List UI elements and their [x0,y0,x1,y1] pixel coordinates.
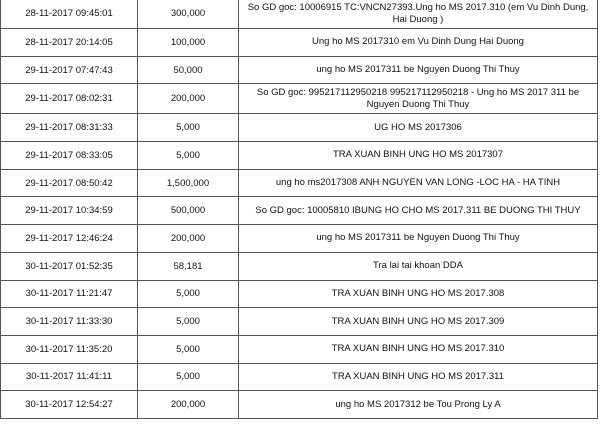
description-cell: UG HO MS 2017306 [239,114,598,142]
transaction-table-body [1,0,598,418]
amount-cell: 5,000 [138,114,239,142]
table-row [1,335,598,363]
amount-cell: 300,000 [138,0,239,29]
date-cell: 29-11-2017 08:31:33 [1,114,138,142]
date-cell: 30-11-2017 12:54:27 [1,391,138,419]
amount-cell: 200,000 [138,225,239,253]
date-cell: 30-11-2017 11:41:11 [1,363,138,391]
table-row [1,29,598,57]
description-cell: So GD goc: 10006915 TC:VNCN27393.Ung ho MS 2017.310 (em Vu Dinh Dung, Hai Duong ) [239,0,598,29]
description-cell: Ung ho MS 2017310 em Vu Dinh Dung Hai Duong [239,29,598,57]
description-cell: TRA XUAN BINH UNG HO MS 2017.311 [239,363,598,391]
amount-cell: 58,181 [138,252,239,280]
description-cell: TRA XUAN BINH UNG HO MS 2017.310 [239,335,598,363]
description-cell: So GD goc: 995217112950218 995217112950218 - Ung ho MS 2017 311 be Nguyen Duong Thi Thuy [239,84,598,114]
description-cell: Tra lai tai khoan DDA [239,252,598,280]
amount-cell: 200,000 [138,84,239,114]
date-cell: 29-11-2017 12:46:24 [1,225,138,253]
table-row [1,391,598,419]
amount-cell: 5,000 [138,363,239,391]
table-row [1,84,598,114]
date-cell: 29-11-2017 08:33:05 [1,142,138,170]
description-cell: ung ho MS 2017312 be Tou Prong Ly A [239,391,598,419]
description-cell: So GD goc: 10005810 IBUNG HO CHO MS 2017.311 BE DUONG THI THUY [239,197,598,225]
date-cell: 29-11-2017 08:02:31 [1,84,138,114]
table-row [1,169,598,197]
table-row [1,225,598,253]
table-row [1,308,598,336]
amount-cell: 5,000 [138,335,239,363]
description-cell: ung ho MS 2017311 be Nguyen Duong Thi Thuy [239,225,598,253]
description-cell: TRA XUAN BINH UNG HO MS 2017307 [239,142,598,170]
date-cell: 29-11-2017 07:47:43 [1,56,138,84]
date-cell: 30-11-2017 11:21:47 [1,280,138,308]
amount-cell: 5,000 [138,280,239,308]
date-cell: 30-11-2017 11:33:30 [1,308,138,336]
amount-cell: 1,500,000 [138,169,239,197]
amount-cell: 5,000 [138,142,239,170]
date-cell: 30-11-2017 11:35:20 [1,335,138,363]
amount-cell: 200,000 [138,391,239,419]
table-row [1,280,598,308]
description-cell: ung ho MS 2017311 be Nguyen Duong Thi Thuy [239,56,598,84]
table-row [1,56,598,84]
date-cell: 29-11-2017 10:34:59 [1,197,138,225]
amount-cell: 100,000 [138,29,239,57]
description-cell: ung ho ms2017308 ANH NGUYEN VAN LONG -LOC HA - HA TINH [239,169,598,197]
description-cell: TRA XUAN BINH UNG HO MS 2017.308 [239,280,598,308]
table-row [1,114,598,142]
amount-cell: 500,000 [138,197,239,225]
table-row [1,142,598,170]
amount-cell: 50,000 [138,56,239,84]
table-row [1,252,598,280]
date-cell: 28-11-2017 20:14:05 [1,29,138,57]
date-cell: 30-11-2017 01:52:35 [1,252,138,280]
date-cell: 28-11-2017 09:45:01 [1,0,138,29]
table-row [1,0,598,29]
amount-cell: 5,000 [138,308,239,336]
table-row [1,363,598,391]
table-row [1,197,598,225]
description-cell: TRA XUAN BINH UNG HO MS 2017.309 [239,308,598,336]
date-cell: 29-11-2017 08:50:42 [1,169,138,197]
